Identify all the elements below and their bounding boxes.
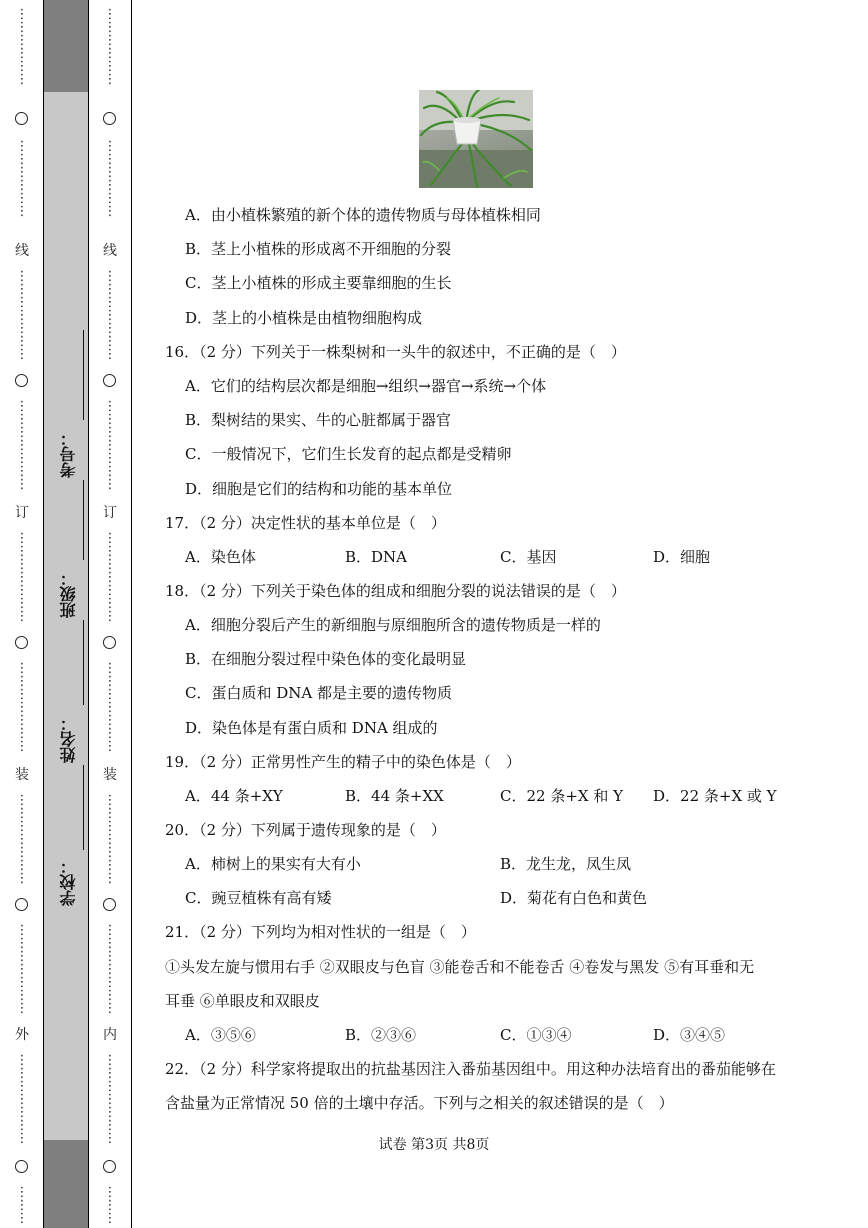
dotted-line: ⋮ ⋮ ⋮ ⋮ ⋮ ⋮ ⋮ — [15, 269, 29, 362]
q21-body-line-2: 耳垂 ⑥单眼皮和双眼皮 — [165, 992, 320, 1010]
binding-circle-icon — [15, 636, 28, 649]
field-underline-name — [83, 620, 84, 705]
inner-mark-zhuang: 装 — [103, 767, 117, 783]
q17-option-b: B．DNA — [345, 548, 408, 566]
band-dark-top — [44, 0, 88, 92]
field-exam-number — [52, 430, 84, 478]
q21-option-a: A．③⑤⑥ — [185, 1026, 256, 1044]
dotted-line: ⋮ ⋮ ⋮ ⋮ ⋮ ⋮ ⋮ — [103, 1053, 117, 1146]
q15-option-d: D．茎上的小植株是由植物细胞构成 — [185, 309, 423, 327]
q21-option-b: B．②③⑥ — [345, 1026, 417, 1044]
q21-body-line-1: ①头发左旋与惯用右手 ②双眼皮与色盲 ③能卷舌和不能卷舌 ④卷发与黑发 ⑤有耳垂和无 — [165, 958, 755, 976]
field-class — [52, 570, 84, 618]
q20-option-a: A．柿树上的果实有大有小 — [185, 855, 361, 873]
outer-mark-ding: 订 — [15, 505, 29, 521]
binding-circle-icon — [15, 1160, 28, 1173]
binding-circle-icon — [103, 1160, 116, 1173]
q16-option-b: B．梨树结的果实、牛的心脏都属于器官 — [185, 411, 452, 429]
q15-option-c: C．茎上小植株的形成主要靠细胞的生长 — [185, 274, 452, 292]
binding-circle-icon — [103, 374, 116, 387]
q21-option-c: C．①③④ — [500, 1026, 572, 1044]
band-border-left — [43, 0, 44, 1228]
binding-circle-icon — [15, 898, 28, 911]
q20-option-c: C．豌豆植株有高有矮 — [185, 889, 332, 907]
q20-option-b: B．龙生龙，凤生凤 — [500, 855, 632, 873]
dotted-line: ⋮ ⋮ ⋮ ⋮ ⋮ ⋮ ⋮ — [103, 269, 117, 362]
q18-option-b: B．在细胞分裂过程中染色体的变化最明显 — [185, 650, 467, 668]
q16-option-c: C．一般情况下，它们生长发育的起点都是受精卵 — [185, 445, 512, 463]
dotted-line: ⋮ ⋮ ⋮ — [15, 1185, 29, 1226]
q19-option-c: C．22 条+X 和 Y — [500, 787, 624, 805]
dotted-line: ⋮ ⋮ ⋮ ⋮ ⋮ ⋮ ⋮ — [15, 1053, 29, 1146]
q19-option-d: D．22 条+X 或 Y — [653, 787, 777, 805]
binding-circle-icon — [103, 636, 116, 649]
field-underline-class — [83, 480, 84, 560]
field-underline-school — [83, 765, 84, 850]
page-footer: 试卷 第3页 共8页 — [378, 1137, 490, 1153]
field-label-exam-number: 考号： — [58, 430, 78, 478]
dotted-line: ⋮ ⋮ ⋮ ⋮ ⋮ ⋮ ⋮ — [103, 793, 117, 886]
q18-option-a: A．细胞分裂后产生的新细胞与原细胞所含的遗传物质是一样的 — [185, 616, 601, 634]
binding-circle-icon — [103, 112, 116, 125]
q18-option-d: D．染色体是有蛋白质和 DNA 组成的 — [185, 719, 438, 737]
spider-plant-illustration — [419, 90, 533, 188]
q16-stem: 16．（2 分）下列关于一株梨树和一头牛的叙述中，不正确的是（ ） — [165, 343, 626, 361]
dotted-line: ⋮ ⋮ ⋮ ⋮ ⋮ ⋮ ⋮ — [103, 399, 117, 492]
q17-option-a: A．染色体 — [185, 548, 256, 566]
q19-option-a: A．44 条+XY — [185, 787, 283, 805]
field-label-school: 学校： — [58, 858, 78, 906]
dotted-line: ⋮ ⋮ ⋮ ⋮ ⋮ ⋮ — [103, 7, 117, 87]
outer-mark-wai: 外 — [15, 1027, 29, 1043]
q19-option-b: B．44 条+XX — [345, 787, 444, 805]
outer-binding-margin — [0, 0, 44, 1228]
inner-mark-ding: 订 — [103, 505, 117, 521]
field-underline-exam-number — [83, 330, 84, 420]
dotted-line: ⋮ ⋮ ⋮ ⋮ ⋮ ⋮ ⋮ — [103, 923, 117, 1016]
q20-stem: 20．（2 分）下列属于遗传现象的是（ ） — [165, 821, 446, 839]
q21-option-d: D．③④⑤ — [653, 1026, 726, 1044]
dotted-line: ⋮ ⋮ ⋮ ⋮ ⋮ ⋮ ⋮ — [15, 531, 29, 624]
dotted-line: ⋮ ⋮ ⋮ ⋮ ⋮ ⋮ ⋮ — [15, 661, 29, 754]
field-label-name: 姓名： — [58, 715, 78, 763]
inner-mark-xian: 线 — [103, 243, 117, 259]
dotted-line: ⋮ ⋮ ⋮ ⋮ ⋮ ⋮ ⋮ — [15, 923, 29, 1016]
field-school — [52, 858, 84, 906]
spider-plant-photo — [419, 90, 533, 188]
dotted-line: ⋮ ⋮ ⋮ ⋮ ⋮ ⋮ — [103, 139, 117, 219]
dotted-line: ⋮ ⋮ ⋮ ⋮ ⋮ ⋮ — [15, 7, 29, 87]
q22-stem-line-1: 22．（2 分）科学家将提取出的抗盐基因注入番茄基因组中。用这种办法培育出的番茄能够在 — [165, 1060, 776, 1078]
inner-binding-margin — [88, 0, 132, 1228]
binding-circle-icon — [15, 112, 28, 125]
dotted-line: ⋮ ⋮ ⋮ ⋮ ⋮ ⋮ ⋮ — [103, 661, 117, 754]
dotted-line: ⋮ ⋮ ⋮ ⋮ ⋮ ⋮ ⋮ — [15, 793, 29, 886]
outer-mark-xian: 线 — [15, 243, 29, 259]
inner-mark-nei: 内 — [103, 1027, 117, 1043]
q15-option-b: B．茎上小植株的形成离不开细胞的分裂 — [185, 240, 452, 258]
binding-circle-icon — [103, 898, 116, 911]
q18-stem: 18．（2 分）下列关于染色体的组成和细胞分裂的说法错误的是（ ） — [165, 582, 626, 600]
dotted-line: ⋮ ⋮ ⋮ ⋮ ⋮ ⋮ ⋮ — [15, 399, 29, 492]
dotted-line: ⋮ ⋮ ⋮ ⋮ ⋮ ⋮ ⋮ — [103, 531, 117, 624]
q17-stem: 17．（2 分）决定性状的基本单位是（ ） — [165, 514, 446, 532]
q20-option-d: D．菊花有白色和黄色 — [500, 889, 648, 907]
field-label-class: 班级： — [58, 570, 78, 618]
q19-stem: 19．（2 分）正常男性产生的精子中的染色体是（ ） — [165, 753, 521, 771]
q16-option-d: D．细胞是它们的结构和功能的基本单位 — [185, 480, 453, 498]
q17-option-c: C．基因 — [500, 548, 557, 566]
field-name — [52, 715, 84, 763]
q18-option-c: C．蛋白质和 DNA 都是主要的遗传物质 — [185, 684, 452, 702]
binding-circle-icon — [15, 374, 28, 387]
outer-mark-zhuang: 装 — [15, 767, 29, 783]
dotted-line: ⋮ ⋮ ⋮ — [103, 1185, 117, 1226]
q21-stem: 21．（2 分）下列均为相对性状的一组是（ ） — [165, 923, 476, 941]
dotted-line: ⋮ ⋮ ⋮ ⋮ ⋮ ⋮ — [15, 139, 29, 219]
q15-option-a: A．由小植株繁殖的新个体的遗传物质与母体植株相同 — [185, 206, 541, 224]
q16-option-a: A．它们的结构层次都是细胞→组织→器官→系统→个体 — [185, 377, 547, 395]
q22-stem-line-2: 含盐量为正常情况 50 倍的土壤中存活。下列与之相关的叙述错误的是（ ） — [165, 1094, 674, 1112]
q17-option-d: D．细胞 — [653, 548, 711, 566]
